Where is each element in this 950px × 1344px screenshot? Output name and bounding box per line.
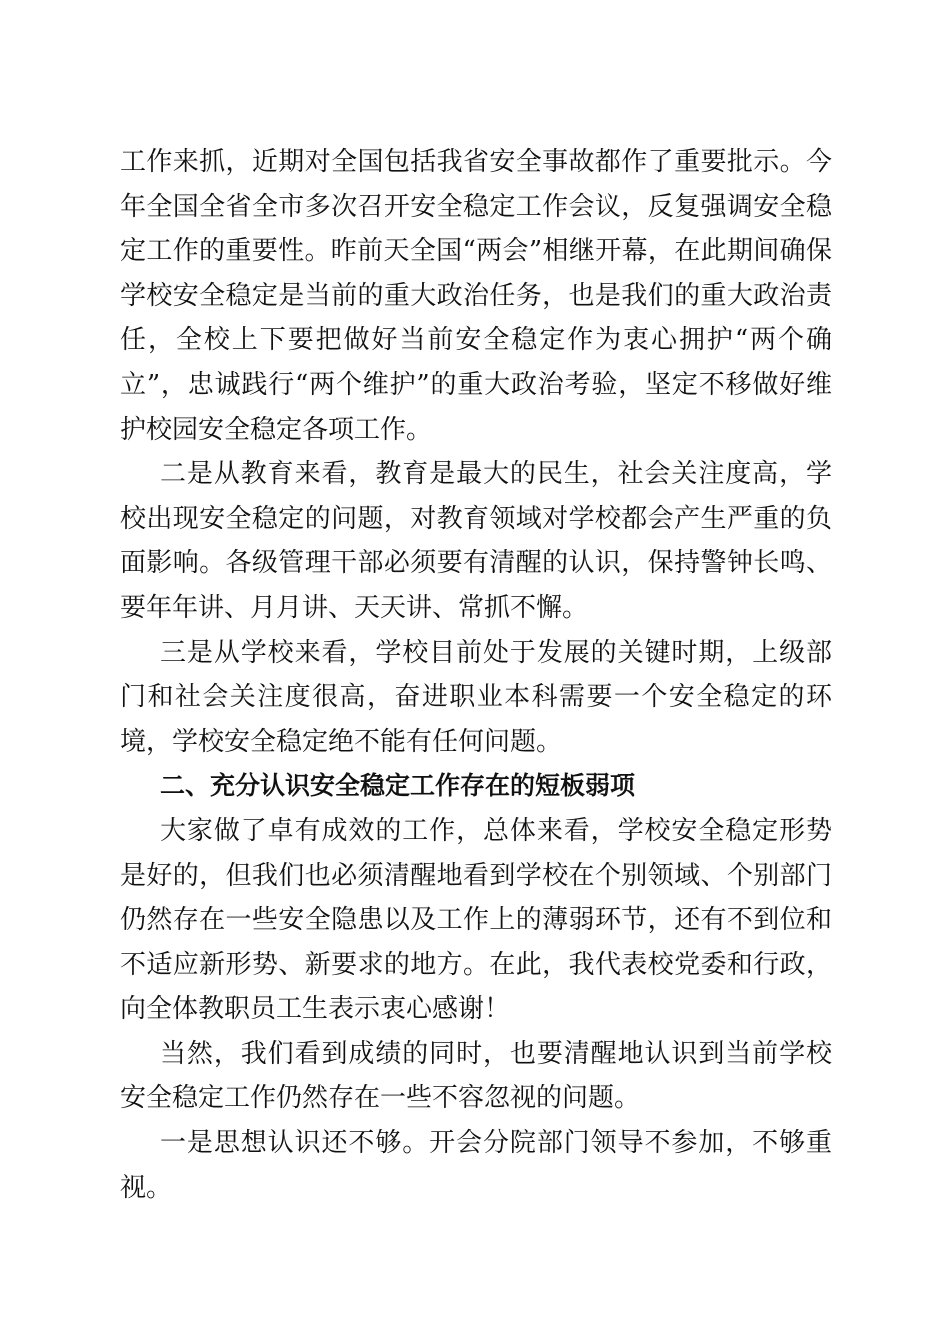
paragraph-overview: 大家做了卓有成效的工作，总体来看，学校安全稳定形势是好的，但我们也必须清醒地看到学校在个别领域、个别部门仍然存在一些安全隐患以及工作上的薄弱环节，还有不到位和不适应新形势、新要求的地方。在此，我代表校党委和行政，向全体教职员工生表示衷心感谢！ — [120, 815, 832, 1025]
paragraph-awareness: 一是思想认识还不够。开会分院部门领导不参加，不够重视。 — [120, 1128, 832, 1203]
paragraph-education: 二是从教育来看，教育是最大的民生，社会关注度高，学校出现安全稳定的问题，对教育领域对学校都会产生严重的负面影响。各级管理干部必须要有清醒的认识，保持警钟长鸣、要年年讲、月月讲、天天讲、常抓不懈。 — [120, 459, 832, 623]
paragraph-continuation: 工作来抓，近期对全国包括我省安全事故都作了重要批示。今年全国全省全市多次召开安全稳定工作会议，反复强调安全稳定工作的重要性。昨前天全国“两会”相继开幕，在此期间确保学校安全稳定是当前的重大政治任务，也是我们的重大政治责任，全校上下要把做好当前安全稳定作为衷心拥护“两个确立”，忠诚践行“两个维护”的重大政治考验，坚定不移做好维护校园安全稳定各项工作。 — [120, 147, 832, 445]
paragraph-school: 三是从学校来看，学校目前处于发展的关键时期，上级部门和社会关注度很高，奋进职业本科需要一个安全稳定的环境，学校安全稳定绝不能有任何问题。 — [120, 637, 832, 757]
document-page — [120, 140, 832, 1210]
section-heading: 二、充分认识安全稳定工作存在的短板弱项 — [160, 771, 636, 801]
paragraph-problems: 当然，我们看到成绩的同时，也要清醒地认识到当前学校安全稳定工作仍然存在一些不容忽视的问题。 — [120, 1038, 832, 1114]
